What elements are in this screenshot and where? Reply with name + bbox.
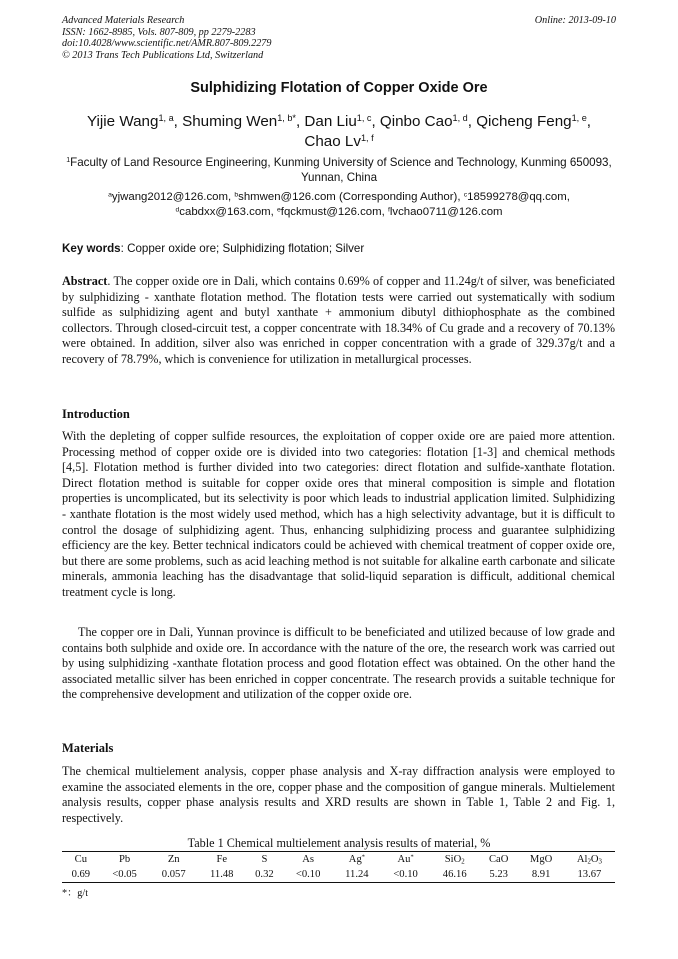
table1-value-cell: 11.24 <box>333 867 381 883</box>
introduction-paragraph-2: The copper ore in Dali, Yunnan province is difficult to be beneficiated and utilized because of low grade and contains both sulphide and oxide ore. In accordance with the nature of the ore, the research work was carried out by using sulphidizing -xanthate flotation process and good flotation effect was obtained. On the other hand the associated metallic silver has been enriched in copper concentrate. The research provids a suitable technique for the comprehensive development and utilization of the copper oxide ore. <box>62 625 615 702</box>
author-marker: 1, c <box>356 112 372 123</box>
author-name: Shuming Wen <box>182 113 278 130</box>
introduction-paragraph-1: With the depleting of copper sulfide resources, the exploitation of copper oxide ore are paied more attention. Processing method of copper oxide ore is divided into two categories: flotation [1-3] and chemical methods [4,5]. Flotation method is further divided into two categories: direct flotation and sulfide-xanthate flotation. Direct flotation method is suitable for copper oxide ores that mineral composition is simple and flotation properties is uncomplicated, but its selectivity is poor which leads to industrial application limited. Sulphidizing - xanthate flotation is the most widely used method, which has a high selectivity advantage, but it is difficult to control the dosage of sulphidizing agent. Thus, enhancing sulphidizing process and guarantee sulphidizing efficiency are the key. Better technical indicators could be achieved with chemical treatment of copper oxide ore, but there are some problems, such as acid leaching method is not suitable for alkaline earth carbonate and silicate minerals, ammonia leaching has the disadvantage that solid-liquid separation is difficult, additional chemical treatment cycle is long. <box>62 429 615 599</box>
table1-header-sub: 3 <box>598 858 602 866</box>
author-marker: 1, d <box>452 112 468 123</box>
email-address[interactable]: yjwang2012@126.com, <box>111 191 235 203</box>
table1-header-cell <box>198 852 246 868</box>
table1-header-text: MgO <box>529 854 553 865</box>
email-marker: d <box>175 206 180 214</box>
table1-header-cell <box>381 852 431 868</box>
table1-header-text: Cu <box>74 854 88 865</box>
table1-header-cell <box>564 852 615 868</box>
email-address[interactable]: cabdxx@163.com, <box>179 206 277 218</box>
table1-header-text: As <box>302 854 315 865</box>
affiliation-text: Faculty of Land Resource Engineering, Kunming University of Science and Technology, Kunming 650093, Yunnan, China <box>70 156 612 184</box>
table1-header-text: Pb <box>118 854 131 865</box>
table1-value-cell: 11.48 <box>198 867 246 883</box>
table1-header-cell <box>149 852 197 868</box>
author-list <box>62 112 616 152</box>
journal-doi[interactable]: doi:10.4028/www.scientific.net/AMR.807-809.2279 <box>62 38 272 50</box>
table1-value-cell: <0.10 <box>381 867 431 883</box>
table1-value-cell: 0.32 <box>246 867 284 883</box>
table1-value-cell: 5.23 <box>479 867 518 883</box>
keywords <box>62 242 364 255</box>
table1-value-cell: 46.16 <box>431 867 479 883</box>
table1-header-cell <box>431 852 479 868</box>
author-separator: , <box>467 113 477 130</box>
email-marker: b <box>234 191 239 199</box>
table1-header-text: S <box>261 854 268 865</box>
author-marker: 1, e <box>571 112 587 123</box>
table1 <box>62 851 615 883</box>
author-name: Qicheng Feng <box>476 113 572 130</box>
table1-header-text: SiO <box>444 854 462 865</box>
abstract-label: Abstract <box>62 274 108 288</box>
table1-header-cell <box>62 852 100 868</box>
author-separator: , <box>173 113 183 130</box>
section-heading-materials: Materials <box>62 741 114 755</box>
table1-header-text: Zn <box>167 854 180 865</box>
author-name: Yijie Wang <box>86 113 159 130</box>
table1-header-text: Fe <box>216 854 228 865</box>
author-marker: 1, b* <box>277 112 296 123</box>
table1-header-text: Ag <box>348 854 362 865</box>
table1-header-cell <box>479 852 518 868</box>
table1-header-sub: 2 <box>461 858 465 866</box>
table1-value-cell: 0.69 <box>62 867 100 883</box>
materials-paragraph-1: The chemical multielement analysis, copper phase analysis and X-ray diffraction analysis were employed to examine the associated elements in the ore, copper phase and the composition of gangue minerals. Multielement analysis results, copper phase analysis results and XRD results are shown in Table 1, Table 2 and Fig. 1, respectively. <box>62 764 615 825</box>
table1-value-cell: 0.057 <box>149 867 197 883</box>
journal-copyright: © 2013 Trans Tech Publications Ltd, Switzerland <box>62 49 264 61</box>
table1-header-text: Al <box>576 854 588 865</box>
author-name: Dan Liu <box>304 113 357 130</box>
table1-value-row <box>62 867 615 883</box>
table1-note: *：g/t <box>62 888 89 899</box>
author-name: Qinbo Cao <box>379 113 453 130</box>
table1-header-cell <box>518 852 563 868</box>
email-marker: c <box>463 191 468 199</box>
affiliation-marker: 1 <box>66 157 71 165</box>
email-marker: f <box>387 206 390 214</box>
journal-header <box>62 15 271 61</box>
email-address[interactable]: lvchao0711@126.com <box>389 206 503 218</box>
keywords-label: Key words <box>62 242 121 255</box>
table1-header-text: O <box>590 854 599 865</box>
author-marker: 1, f <box>360 132 374 143</box>
author-marker: 1, a <box>158 112 174 123</box>
table1-header-row <box>62 852 615 868</box>
table1-header-cell <box>246 852 284 868</box>
table1-header-sup: * <box>410 853 414 861</box>
author-separator: , <box>586 113 592 130</box>
author-name: Chao Lv <box>304 133 361 150</box>
paper-title: Sulphidizing Flotation of Copper Oxide Ore <box>190 80 488 96</box>
journal-name: Advanced Materials Research <box>62 15 185 26</box>
table1-header-sup: * <box>361 853 365 861</box>
keywords-text: : Copper oxide ore; Sulphidizing flotation; Silver <box>120 242 365 255</box>
email-address[interactable]: shmwen@126.com (Corresponding Author), <box>238 191 464 203</box>
abstract <box>62 274 615 368</box>
table1-value-cell: 13.67 <box>564 867 615 883</box>
section-heading-introduction: Introduction <box>62 407 130 421</box>
affiliation <box>62 155 616 185</box>
table1-value-cell: <0.10 <box>283 867 333 883</box>
table1-value-cell: 8.91 <box>518 867 563 883</box>
email-marker: a <box>108 191 112 199</box>
table1-header-cell <box>100 852 150 868</box>
author-separator: , <box>295 113 305 130</box>
email-marker: e <box>276 206 281 214</box>
email-address[interactable]: 18599278@qq.com, <box>467 191 570 203</box>
table1-caption: Table 1 Chemical multielement analysis results of material, % <box>187 836 491 850</box>
journal-issn: ISSN: 1662-8985, Vols. 807-809, pp 2279-2283 <box>62 26 256 38</box>
table1-header-cell <box>333 852 381 868</box>
online-date: Online: 2013-09-10 <box>534 15 616 26</box>
abstract-text: . The copper oxide ore in Dali, which contains 0.69% of copper and 11.24g/t of silver, was beneficiated by sulphidizing - xanthate flotation method. The flotation tests were carried out systematically with sodium sulfide as sulphidizing agent and butyl xanthate + ammonium dibutyl dithiophosphate as the combined collectors. Through closed-circuit test, a copper concentrate with 18.34% of Cu grade and a recovery of 70.13% were obtained. In addition, silver also was enriched in copper concentration with a grade of 329.37g/t and a recovery of 78.79%, which is convenience for utilization in metallurgical processes. <box>62 274 615 366</box>
email-address[interactable]: fqckmust@126.com, <box>280 206 388 218</box>
table1-header-text: Au <box>397 854 411 865</box>
table1-header-cell <box>283 852 333 868</box>
table1-header-sub: 2 <box>587 858 591 866</box>
email-list <box>62 190 616 220</box>
table1-value-cell: <0.05 <box>100 867 150 883</box>
author-separator: , <box>371 113 380 130</box>
table1-header-text: CaO <box>488 854 509 865</box>
